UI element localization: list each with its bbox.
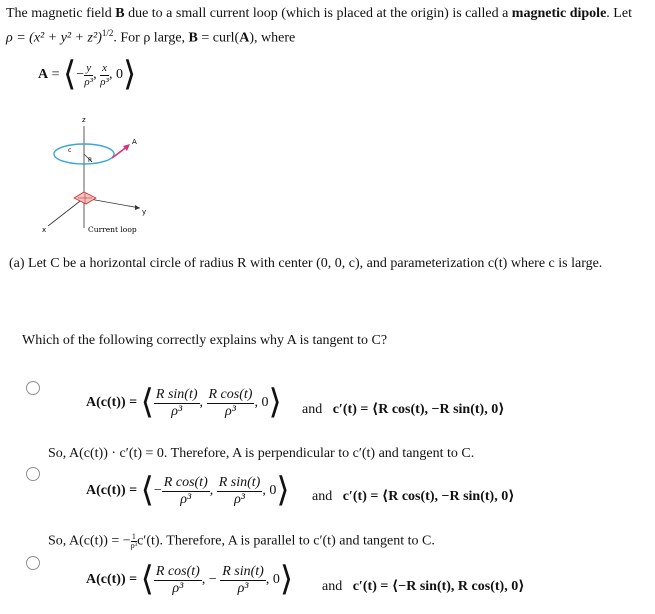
label-y: y [142,208,147,216]
label-c: c [68,147,72,154]
part-a-text: (a) Let C be a horizontal circle of radius R with center (0, 0, c), and parameterization c(t) where c is large. [9,256,603,271]
intro-line-2: $\rho = (x^2 + y^2 + z^2)^{1/2}$. For ρ large, B = curl(A), where [6,28,296,46]
option-1-deriv: and c′(t) = ⟨R cos(t), −R sin(t), 0⟩ [302,402,505,417]
option-3-deriv: and c′(t) = ⟨−R sin(t), R cos(t), 0⟩ [322,579,525,594]
option-2-formula: A(c(t)) = ⟨− $\frac{\text{R cos(t)}}{\text{ρ³}}$ , $\frac{\text{R sin(t)}}{\text{ρ³}}$ , 0⟩ [86,472,290,509]
x-axis [48,198,84,226]
option-1-conclusion: So, A(c(t)) · c′(t) = 0. Therefore, A is perpendicular to c′(t) and tangent to C. [48,446,475,461]
option-1-formula: A(c(t)) = ⟨ $\frac{\text{R sin(t)}}{\text{ρ³}}$ , $\frac{\text{R cos(t)}}{\text{ρ³}}$ , 0⟩ [86,384,282,421]
option-3-radio[interactable] [26,556,40,570]
option-2-radio[interactable] [26,467,40,481]
label-R: R [88,157,93,164]
option-2-deriv: and c′(t) = ⟨R cos(t), −R sin(t), 0⟩ [312,489,515,504]
label-x: x [42,226,47,234]
option-2-conclusion: So, A(c(t)) = − $\frac{1}{\text{ρ³}}c'(t)$. Therefore, A is parallel to c′(t) and tangent to C. [48,532,435,550]
option-1-radio[interactable] [26,381,40,395]
option-3-formula: A(c(t)) = ⟨ $\frac{\text{R cos(t)}}{\text{ρ³}}$ , − $\frac{\text{R sin(t)}}{\text{ρ³}}$ , 0⟩ [86,561,294,598]
label-z: z [82,116,86,124]
question-text: Which of the following correctly explains why A is tangent to C? [22,333,388,348]
intro-line-1: The magnetic field B due to a small current loop (which is placed at the origin) is called a magnetic dipole. Let [6,6,632,21]
formula-A: A = ⟨− $\frac{y}{\text{ρ³}}$ , $\frac{x}{\text{ρ³}}$ , 0⟩ [38,56,137,93]
figure-caption: Current loop [88,225,137,234]
current-loop-figure [30,108,170,238]
label-A: A [132,138,137,146]
